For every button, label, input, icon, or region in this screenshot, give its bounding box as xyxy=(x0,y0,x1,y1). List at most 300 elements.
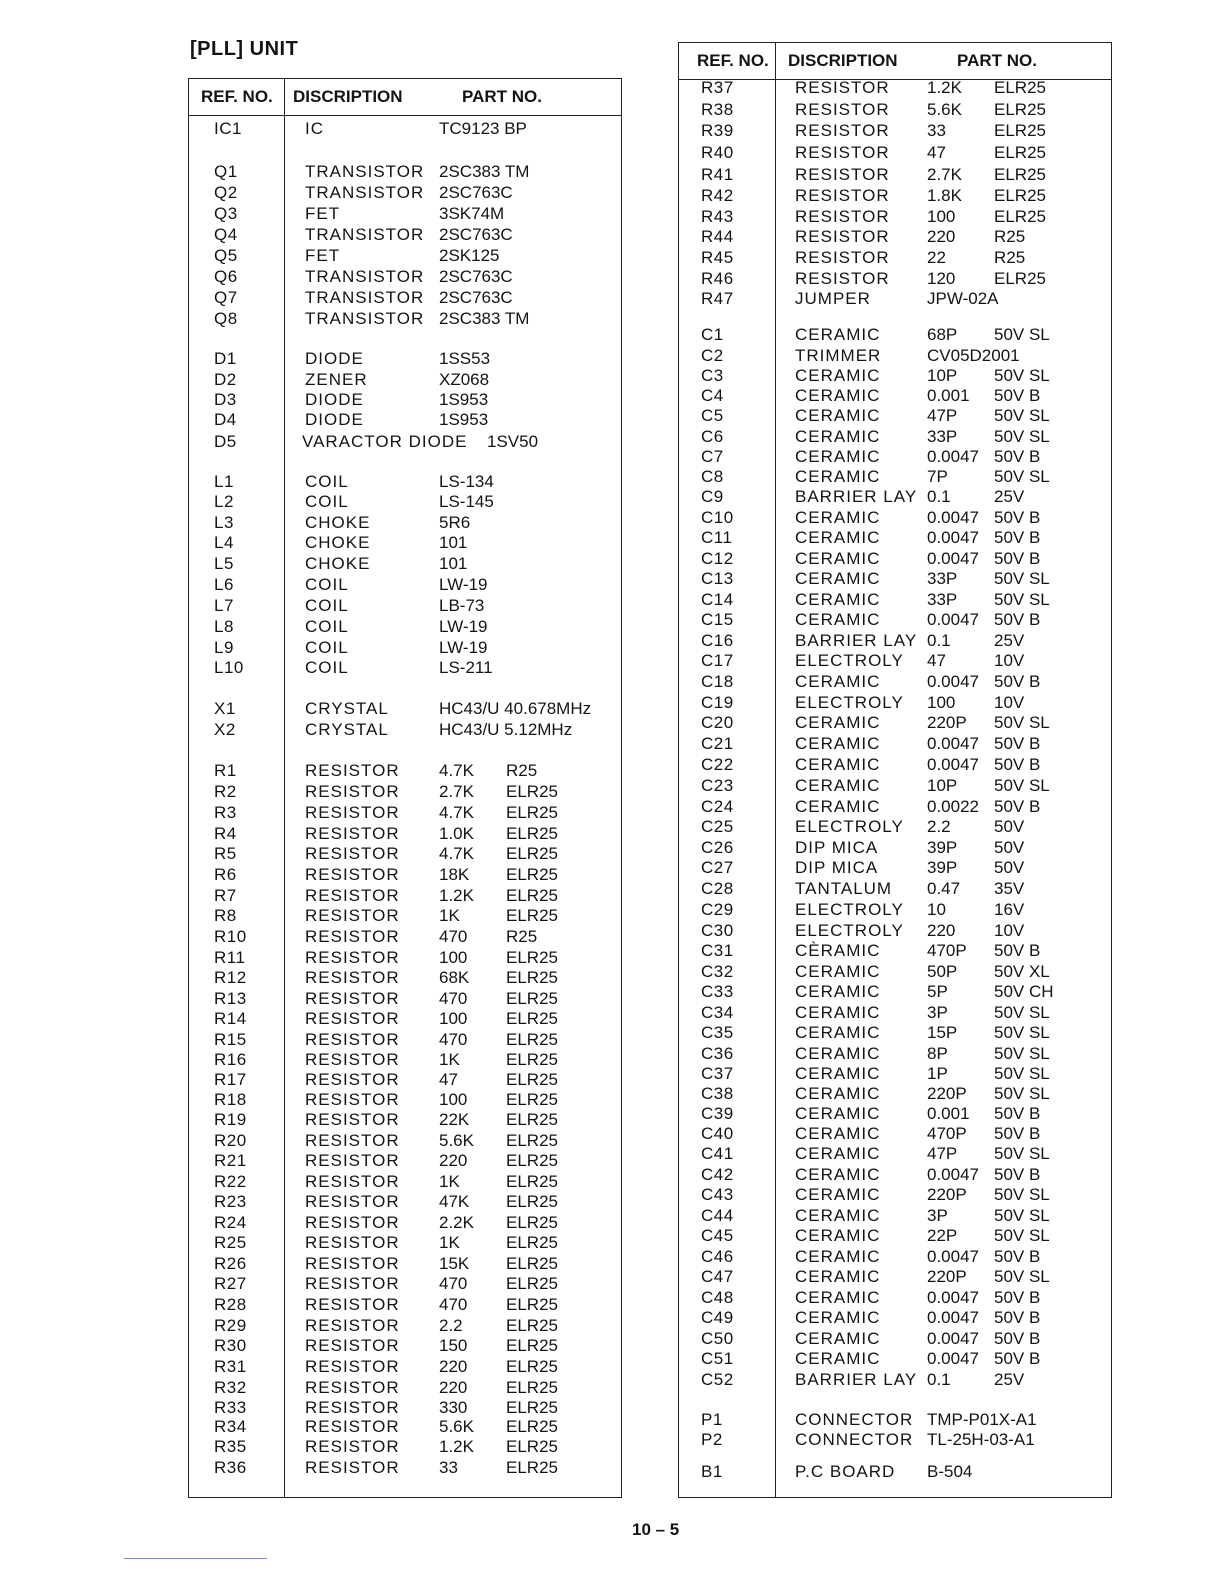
ref-no-cell: R43 xyxy=(701,207,734,226)
part-no-cell: 1.2K xyxy=(439,1437,474,1456)
description-cell: DIP MICA xyxy=(795,838,879,857)
ref-no-cell: R30 xyxy=(214,1336,247,1355)
description-cell: TRANSISTOR xyxy=(305,225,425,244)
rating-cell: ELR25 xyxy=(506,1110,558,1129)
part-no-cell: LS-145 xyxy=(439,492,494,511)
part-no-cell: 150 xyxy=(439,1336,468,1355)
description-cell: RESISTOR xyxy=(795,78,890,97)
ref-no-cell: IC1 xyxy=(214,119,242,138)
ref-no-cell: R12 xyxy=(214,968,247,987)
ref-no-cell: Q3 xyxy=(214,204,238,223)
table-row xyxy=(189,1295,621,1315)
rating-cell: ELR25 xyxy=(506,782,558,801)
part-no-cell: 5.6K xyxy=(439,1417,474,1436)
part-no-cell: HC43/U 40.678MHz xyxy=(439,699,592,718)
ref-no-cell: C2 xyxy=(701,346,724,365)
table-row xyxy=(189,865,621,885)
ref-no-cell: C25 xyxy=(701,817,734,836)
part-no-cell: 0.0047 xyxy=(927,1308,979,1327)
table-row xyxy=(189,1357,621,1377)
ref-no-cell: C19 xyxy=(701,693,734,712)
description-cell: CERAMIC xyxy=(795,1144,881,1163)
table-row xyxy=(679,289,1111,309)
table-row xyxy=(679,346,1111,366)
table-row xyxy=(679,1267,1111,1287)
table-row xyxy=(189,1233,621,1253)
ref-no-cell: C47 xyxy=(701,1267,734,1286)
part-no-cell: 5.6K xyxy=(927,100,962,119)
part-no-cell: 1K xyxy=(439,1233,460,1252)
table-row xyxy=(189,309,621,329)
description-cell: CERAMIC xyxy=(795,1064,881,1083)
table-row xyxy=(679,1104,1111,1124)
rating-cell: 25V xyxy=(994,631,1025,650)
part-no-cell: 1.8K xyxy=(927,186,962,205)
description-cell: RESISTOR xyxy=(305,1316,400,1335)
part-no-cell: 1S953 xyxy=(439,410,489,429)
table-row xyxy=(189,1213,621,1233)
description-cell: CERAMIC xyxy=(795,447,881,466)
ref-no-cell: C13 xyxy=(701,569,734,588)
table-row xyxy=(679,549,1111,569)
part-no-cell: 33 xyxy=(439,1458,458,1477)
ref-no-cell: C20 xyxy=(701,713,734,732)
description-cell: ELECTROLY xyxy=(795,817,904,836)
rating-cell: ELR25 xyxy=(506,1437,558,1456)
table-row xyxy=(189,927,621,947)
header-ref-no: REF. NO. xyxy=(201,87,273,106)
part-no-cell: 0.1 xyxy=(927,487,951,506)
rating-cell: 50V SL xyxy=(994,1206,1050,1225)
part-no-cell: 100 xyxy=(439,1009,468,1028)
part-no-cell: CV05D2001 xyxy=(927,346,1020,365)
description-cell: CERAMIC xyxy=(795,734,881,753)
description-cell: COIL xyxy=(305,617,349,636)
ref-no-cell: C12 xyxy=(701,549,734,568)
table-row xyxy=(679,1370,1111,1390)
table-header xyxy=(679,43,1111,80)
table-row xyxy=(679,508,1111,528)
ref-no-cell: C48 xyxy=(701,1288,734,1307)
rating-cell: ELR25 xyxy=(994,165,1046,184)
description-cell: RESISTOR xyxy=(305,1110,400,1129)
part-no-cell: 100 xyxy=(439,948,468,967)
part-no-cell: 0.0047 xyxy=(927,528,979,547)
description-cell: CERAMIC xyxy=(795,1349,881,1368)
ref-no-cell: C7 xyxy=(701,447,724,466)
part-no-cell: 10 xyxy=(927,900,946,919)
description-cell: TRANSISTOR xyxy=(305,162,425,181)
rating-cell: ELR25 xyxy=(994,143,1046,162)
table-row xyxy=(189,1110,621,1130)
ref-no-cell: C5 xyxy=(701,406,724,425)
ref-no-cell: L7 xyxy=(214,596,234,615)
table-row xyxy=(679,1064,1111,1084)
part-no-cell: 0.0047 xyxy=(927,610,979,629)
description-cell: TRANSISTOR xyxy=(305,309,425,328)
description-cell: RESISTOR xyxy=(305,1172,400,1191)
rating-cell: 50V SL xyxy=(994,713,1050,732)
header-description: DISCRIPTION xyxy=(293,87,403,106)
table-row xyxy=(189,119,621,139)
table-row xyxy=(679,610,1111,630)
table-row xyxy=(679,386,1111,406)
ref-no-cell: Q6 xyxy=(214,267,238,286)
table-row xyxy=(189,658,621,678)
description-cell: CERAMIC xyxy=(795,1165,881,1184)
ref-no-cell: L9 xyxy=(214,638,234,657)
table-row xyxy=(679,207,1111,227)
description-cell: CONNECTOR xyxy=(795,1430,914,1449)
part-no-cell: 0.47 xyxy=(927,879,961,898)
rating-cell: 35V xyxy=(994,879,1025,898)
description-cell: RESISTOR xyxy=(305,1357,400,1376)
description-cell: RESISTOR xyxy=(305,1050,400,1069)
description-cell: CERAMIC xyxy=(795,1023,881,1042)
rating-cell: 50V SL xyxy=(994,467,1050,486)
part-no-cell: 2SC763C xyxy=(439,267,513,286)
table-row xyxy=(679,1462,1111,1482)
description-cell: RESISTOR xyxy=(305,968,400,987)
table-row xyxy=(679,1023,1111,1043)
description-cell: COIL xyxy=(305,596,349,615)
ref-no-cell: P2 xyxy=(701,1430,723,1449)
rating-cell: 50V SL xyxy=(994,366,1050,385)
table-row xyxy=(189,162,621,182)
ref-no-cell: C14 xyxy=(701,590,734,609)
table-row xyxy=(679,1247,1111,1267)
description-cell: CONNECTOR xyxy=(795,1410,914,1429)
rating-cell: ELR25 xyxy=(506,1336,558,1355)
rating-cell: 50V SL xyxy=(994,776,1050,795)
table-row xyxy=(679,1003,1111,1023)
part-no-cell: LB-73 xyxy=(439,596,485,615)
ref-no-cell: C32 xyxy=(701,962,734,981)
table-row xyxy=(189,533,621,553)
page-title: [PLL] UNIT xyxy=(190,38,299,60)
table-row xyxy=(189,513,621,533)
table-row xyxy=(189,989,621,1009)
part-no-cell: 3P xyxy=(927,1206,948,1225)
description-cell: CERAMIC xyxy=(795,467,881,486)
rating-cell: 50V B xyxy=(994,1124,1041,1143)
ref-no-cell: C35 xyxy=(701,1023,734,1042)
table-row xyxy=(679,78,1111,98)
rating-cell: ELR25 xyxy=(994,78,1046,97)
ref-no-cell: R46 xyxy=(701,269,734,288)
rating-cell: 50V SL xyxy=(994,427,1050,446)
part-no-cell: 3SK74M xyxy=(439,204,505,223)
ref-no-cell: P1 xyxy=(701,1410,723,1429)
ref-no-cell: R44 xyxy=(701,227,734,246)
part-no-cell: 2SC383 TM xyxy=(439,309,530,328)
table-row xyxy=(189,1398,621,1418)
part-no-cell: 0.0047 xyxy=(927,447,979,466)
rating-cell: ELR25 xyxy=(506,1458,558,1477)
ref-no-cell: Q4 xyxy=(214,225,238,244)
rating-cell: ELR25 xyxy=(506,989,558,1008)
table-header xyxy=(189,79,621,116)
ref-no-cell: R17 xyxy=(214,1070,247,1089)
rating-cell: ELR25 xyxy=(506,803,558,822)
rating-cell: R25 xyxy=(994,248,1026,267)
rating-cell: ELR25 xyxy=(994,121,1046,140)
table-row xyxy=(189,1254,621,1274)
rating-cell: ELR25 xyxy=(506,1274,558,1293)
table-row xyxy=(679,1144,1111,1164)
ref-no-cell: R34 xyxy=(214,1417,247,1436)
description-cell: RESISTOR xyxy=(795,143,890,162)
part-no-cell: 330 xyxy=(439,1398,468,1417)
description-cell: CHOKE xyxy=(305,533,371,552)
ref-no-cell: C24 xyxy=(701,797,734,816)
table-row xyxy=(679,186,1111,206)
ref-no-cell: C33 xyxy=(701,982,734,1001)
description-cell: DIP MICA xyxy=(795,858,879,877)
part-no-cell: 15P xyxy=(927,1023,958,1042)
table-row xyxy=(189,617,621,637)
table-row xyxy=(189,225,621,245)
description-cell: TRANSISTOR xyxy=(305,267,425,286)
rating-cell: ELR25 xyxy=(506,865,558,884)
part-no-cell: 220 xyxy=(927,921,956,940)
description-cell: RESISTOR xyxy=(305,989,400,1008)
rating-cell: 50V B xyxy=(994,528,1041,547)
part-no-cell: 2.2 xyxy=(439,1316,463,1335)
description-cell: CERAMIC xyxy=(795,982,881,1001)
description-cell: CERAMIC xyxy=(795,1247,881,1266)
part-no-cell: 5R6 xyxy=(439,513,471,532)
part-no-cell: 2.7K xyxy=(927,165,962,184)
rating-cell: 10V xyxy=(994,921,1025,940)
part-no-cell: LS-134 xyxy=(439,472,494,491)
description-cell: CERAMIC xyxy=(795,1288,881,1307)
table-row xyxy=(189,948,621,968)
table-row xyxy=(189,1090,621,1110)
ref-no-cell: C18 xyxy=(701,672,734,691)
table-row xyxy=(189,1131,621,1151)
table-row xyxy=(189,596,621,616)
rating-cell: ELR25 xyxy=(994,186,1046,205)
table-row xyxy=(189,699,621,719)
ref-no-cell: R40 xyxy=(701,143,734,162)
part-no-cell: 1P xyxy=(927,1064,948,1083)
rating-cell: ELR25 xyxy=(506,1070,558,1089)
description-cell: CERAMIC xyxy=(795,1226,881,1245)
ref-no-cell: L3 xyxy=(214,513,234,532)
part-no-cell: 68P xyxy=(927,325,958,344)
table-row xyxy=(679,631,1111,651)
table-row xyxy=(679,248,1111,268)
description-cell: CERAMIC xyxy=(795,1206,881,1225)
part-no-cell: 1.0K xyxy=(439,824,474,843)
table-row xyxy=(679,755,1111,775)
part-no-cell: 47P xyxy=(927,1144,958,1163)
ref-no-cell: R27 xyxy=(214,1274,247,1293)
rating-cell: ELR25 xyxy=(506,968,558,987)
description-cell: RESISTOR xyxy=(305,1295,400,1314)
ref-no-cell: B1 xyxy=(701,1462,723,1481)
ref-no-cell: C40 xyxy=(701,1124,734,1143)
description-cell: CERAMIC xyxy=(795,1185,881,1204)
ref-no-cell: R36 xyxy=(214,1458,247,1477)
table-row xyxy=(189,1417,621,1437)
ref-no-cell: R31 xyxy=(214,1357,247,1376)
rating-cell: ELR25 xyxy=(506,824,558,843)
table-row xyxy=(189,575,621,595)
ref-no-cell: C46 xyxy=(701,1247,734,1266)
ref-no-cell: C44 xyxy=(701,1206,734,1225)
rating-cell: 50V B xyxy=(994,1349,1041,1368)
rating-cell: ELR25 xyxy=(994,269,1046,288)
rating-cell: R25 xyxy=(994,227,1026,246)
part-no-cell: 47 xyxy=(927,143,946,162)
part-no-cell: 2SC763C xyxy=(439,225,513,244)
table-row xyxy=(679,165,1111,185)
rating-cell: ELR25 xyxy=(506,1233,558,1252)
table-row xyxy=(189,370,621,390)
description-cell: RESISTOR xyxy=(305,1274,400,1293)
part-no-cell: 68K xyxy=(439,968,470,987)
description-cell: ZENER xyxy=(305,370,368,389)
rating-cell: ELR25 xyxy=(506,1172,558,1191)
ref-no-cell: C10 xyxy=(701,508,734,527)
rating-cell: ELR25 xyxy=(506,1295,558,1314)
ref-no-cell: R33 xyxy=(214,1398,247,1417)
table-row xyxy=(679,1329,1111,1349)
rating-cell: 25V xyxy=(994,487,1025,506)
description-cell: ELECTROLY xyxy=(795,651,904,670)
table-row xyxy=(189,183,621,203)
description-cell: CERAMIC xyxy=(795,325,881,344)
part-no-cell: 0.0047 xyxy=(927,549,979,568)
description-cell: CRYSTAL xyxy=(305,699,389,718)
rating-cell: 25V xyxy=(994,1370,1025,1389)
part-no-cell: 1.2K xyxy=(927,78,962,97)
part-no-cell: 2SC383 TM xyxy=(439,162,530,181)
part-no-cell: TC9123 BP xyxy=(439,119,527,138)
table-row xyxy=(679,487,1111,507)
table-row xyxy=(679,713,1111,733)
rating-cell: 16V xyxy=(994,900,1025,919)
ref-no-cell: R19 xyxy=(214,1110,247,1129)
description-cell: RESISTOR xyxy=(305,782,400,801)
rating-cell: ELR25 xyxy=(506,1417,558,1436)
ref-no-cell: Q2 xyxy=(214,183,238,202)
description-cell: RESISTOR xyxy=(305,927,400,946)
table-row xyxy=(679,467,1111,487)
rating-cell: ELR25 xyxy=(506,1090,558,1109)
description-cell: TRANSISTOR xyxy=(305,288,425,307)
table-row xyxy=(679,1124,1111,1144)
table-row xyxy=(189,761,621,781)
description-cell: RESISTOR xyxy=(305,1131,400,1150)
table-row xyxy=(189,288,621,308)
ref-no-cell: L6 xyxy=(214,575,234,594)
ref-no-cell: R24 xyxy=(214,1213,247,1232)
table-row xyxy=(679,900,1111,920)
table-row xyxy=(189,1009,621,1029)
ref-no-cell: R32 xyxy=(214,1378,247,1397)
rating-cell: ELR25 xyxy=(506,886,558,905)
ref-no-cell: Q8 xyxy=(214,309,238,328)
part-no-cell: JPW-02A xyxy=(927,289,999,308)
rating-cell: 50V B xyxy=(994,386,1041,405)
part-no-cell: 10P xyxy=(927,776,958,795)
header-part-no: PART NO. xyxy=(462,87,542,106)
part-no-cell: 0.0047 xyxy=(927,1288,979,1307)
ref-no-cell: C50 xyxy=(701,1329,734,1348)
right-parts-table xyxy=(678,42,1112,1498)
description-cell: BARRIER LAY xyxy=(795,1370,918,1389)
rating-cell: 50V SL xyxy=(994,1044,1050,1063)
description-cell: DIODE xyxy=(305,410,364,429)
table-row xyxy=(189,782,621,802)
ref-no-cell: L4 xyxy=(214,533,234,552)
description-cell: RESISTOR xyxy=(305,1151,400,1170)
part-no-cell: 0.001 xyxy=(927,1104,970,1123)
ref-no-cell: C6 xyxy=(701,427,724,446)
description-cell: FET xyxy=(305,204,341,223)
table-row xyxy=(189,267,621,287)
part-no-cell: 220P xyxy=(927,1084,967,1103)
rating-cell: 50V SL xyxy=(994,590,1050,609)
description-cell: CERAMIC xyxy=(795,427,881,446)
ref-no-cell: C3 xyxy=(701,366,724,385)
table-row xyxy=(189,1274,621,1294)
ref-no-cell: C1 xyxy=(701,325,724,344)
table-row xyxy=(189,1316,621,1336)
table-row xyxy=(189,1172,621,1192)
table-row xyxy=(679,121,1111,141)
rating-cell: ELR25 xyxy=(506,1192,558,1211)
ref-no-cell: C16 xyxy=(701,631,734,650)
rating-cell: ELR25 xyxy=(994,207,1046,226)
rating-cell: 50V SL xyxy=(994,1084,1050,1103)
table-row xyxy=(679,734,1111,754)
part-no-cell: 1S953 xyxy=(439,390,489,409)
table-row xyxy=(679,858,1111,878)
rating-cell: ELR25 xyxy=(506,1009,558,1028)
ref-no-cell: C15 xyxy=(701,610,734,629)
rating-cell: 50V B xyxy=(994,549,1041,568)
part-no-cell: 4.7K xyxy=(439,803,474,822)
rating-cell: 50V SL xyxy=(994,569,1050,588)
rating-cell: ELR25 xyxy=(506,1254,558,1273)
table-row xyxy=(679,1308,1111,1328)
ref-no-cell: R4 xyxy=(214,824,237,843)
table-row xyxy=(189,1030,621,1050)
description-cell: CRYSTAL xyxy=(305,720,389,739)
description-cell: IC xyxy=(305,119,324,138)
table-row xyxy=(679,1349,1111,1369)
ref-no-cell: R1 xyxy=(214,761,237,780)
ref-no-cell: R7 xyxy=(214,886,237,905)
ref-no-cell: R22 xyxy=(214,1172,247,1191)
part-no-cell: 8P xyxy=(927,1044,948,1063)
description-cell: CÈRAMIC xyxy=(795,941,881,960)
part-no-cell: 2SC763C xyxy=(439,288,513,307)
description-cell: CERAMIC xyxy=(795,755,881,774)
description-cell: CERAMIC xyxy=(795,590,881,609)
description-cell: RESISTOR xyxy=(305,1254,400,1273)
part-no-cell: 2.2K xyxy=(439,1213,474,1232)
ref-no-cell: C39 xyxy=(701,1104,734,1123)
description-cell: RESISTOR xyxy=(795,186,890,205)
description-cell: RESISTOR xyxy=(305,803,400,822)
description-cell: COIL xyxy=(305,658,349,677)
table-row xyxy=(679,427,1111,447)
